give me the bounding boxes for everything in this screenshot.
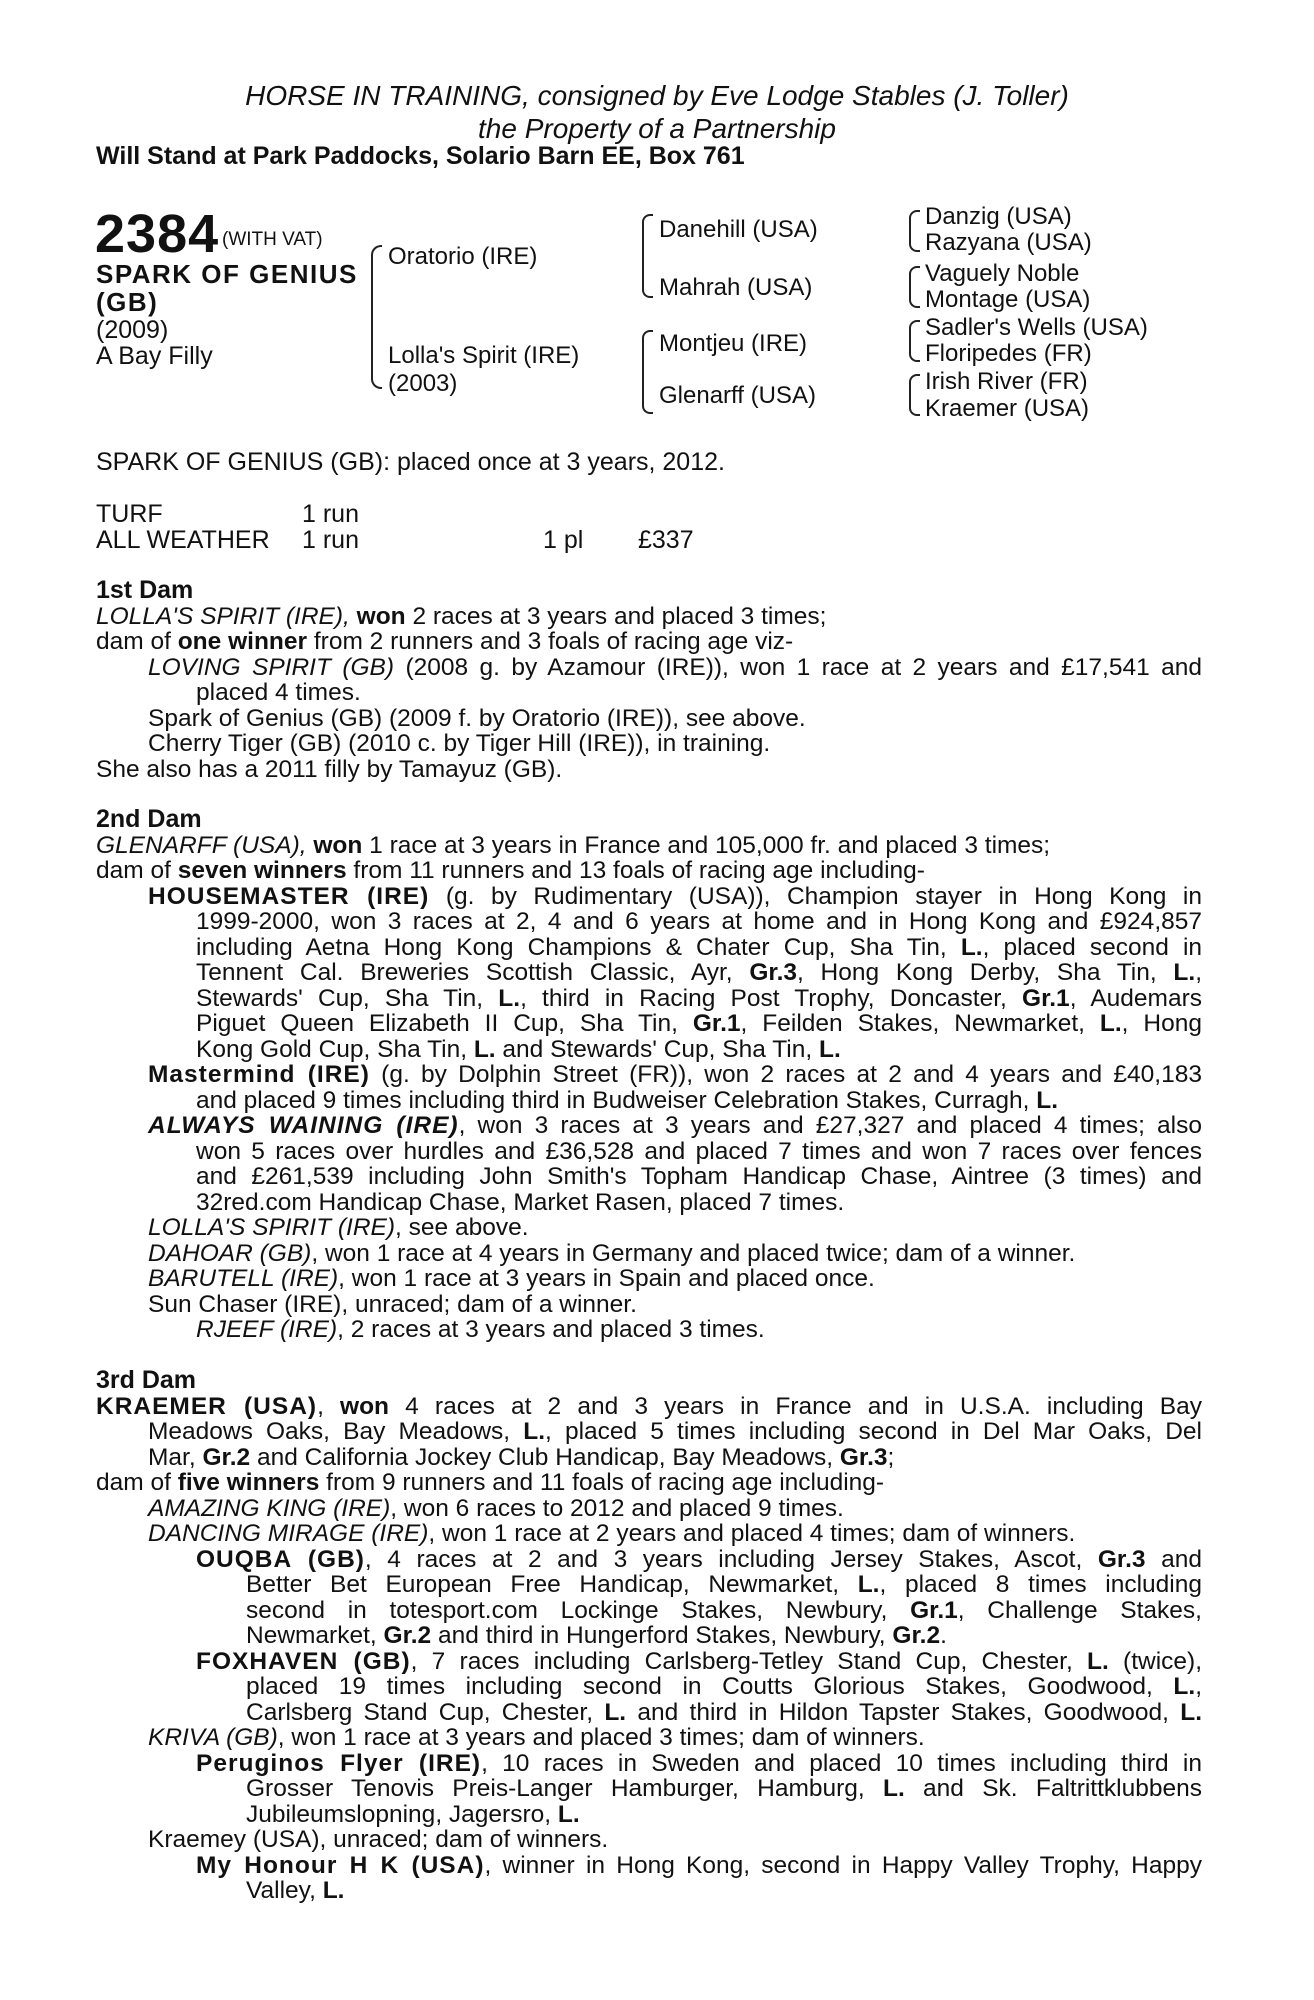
pedigree-dam-dam: Glenarff (USA) (659, 382, 816, 409)
listed-mark: L. (882, 1775, 905, 1802)
produce-rjeef (96, 1317, 1202, 1343)
text-fragment: , won 1 race at 3 years in Spain and placed once. (338, 1265, 875, 1292)
housemaster-line-7 (96, 1037, 1202, 1063)
produce-record: (2008 g. by Azamour (IRE)), won 1 race at 2 years and £17,541 and (394, 653, 1202, 681)
listed-mark: L. (1036, 1086, 1059, 1114)
text-fragment: Jubileumslopning, Jagersro, (246, 1800, 558, 1828)
produce-name: KRIVA (GB) (148, 1724, 278, 1751)
listed-mark: L. (523, 1418, 546, 1445)
text-fragment: dam of (96, 1469, 178, 1496)
text-fragment: and (1145, 1545, 1202, 1573)
produce-always-waining (96, 1113, 1202, 1139)
text-fragment: (g. by Rudimentary (USA)), Champion stayer in Hong Kong in (429, 882, 1202, 910)
text-fragment: , placed 5 times including second in Del Mar Oaks, Del (545, 1418, 1202, 1445)
produce-amazing-king (96, 1496, 1202, 1522)
third-dam-winners: five winners (177, 1469, 320, 1496)
pedigree-g3: Vaguely Noble (925, 260, 1080, 287)
text-fragment: , won 1 race at 3 years and placed 3 times; dam of winners. (277, 1724, 925, 1751)
first-dam-heading: 1st Dam (96, 576, 194, 604)
produce-name: Peruginos Flyer (IRE) (196, 1749, 482, 1777)
first-dam-name: LOLLA'S SPIRIT (IRE), (96, 602, 350, 630)
vat-label: (WITH VAT) (222, 229, 323, 250)
text-fragment: , won 1 race at 2 years and placed 4 times; dam of winners. (428, 1520, 1076, 1547)
listed-mark: L. (818, 1035, 841, 1063)
produce-kriva (96, 1725, 1202, 1751)
produce-barutell (96, 1266, 1202, 1292)
pedigree-g7: Irish River (FR) (925, 368, 1088, 395)
text-fragment: ; (887, 1443, 895, 1471)
text-fragment: from 11 runners and 13 foals of racing age including- (346, 857, 925, 884)
third-dam-line-3 (96, 1445, 1202, 1471)
produce-name: BARUTELL (IRE) (148, 1265, 339, 1292)
text-fragment: , 7 races including Carlsberg-Tetley Stand Cup, Chester, (410, 1647, 1088, 1675)
listed-mark: L. (557, 1800, 580, 1828)
peruginos-line-2 (96, 1776, 1202, 1802)
text-fragment: , won 3 races at 3 years and £27,327 and placed 4 times; also (458, 1112, 1203, 1139)
group-mark: Gr.2 (892, 1622, 941, 1649)
second-dam-winners: seven winners (177, 857, 347, 884)
produce-loving-spirit-cont: placed 4 times. (196, 679, 361, 706)
produce-dahoar (96, 1241, 1202, 1267)
produce-name: LOVING SPIRIT (GB) (148, 653, 395, 681)
listed-mark: L. (1173, 1673, 1196, 1700)
text-fragment: Meadows Oaks, Bay Meadows, (148, 1418, 524, 1445)
third-dam-heading: 3rd Dam (96, 1366, 197, 1394)
produce-lollas-spirit (96, 1215, 1202, 1241)
group-mark: Gr.2 (383, 1622, 432, 1649)
text-fragment: , see above. (395, 1214, 529, 1241)
text-fragment: , (1195, 1673, 1202, 1700)
foxhaven-line-3 (96, 1700, 1202, 1726)
produce-kraemey: Kraemey (USA), unraced; dam of winners. (148, 1826, 609, 1853)
produce-ouqba (96, 1547, 1202, 1573)
pedigree-brace-dam (642, 330, 653, 414)
text-fragment: , 4 races at 2 and 3 years including Jersey Stakes, Ascot, (364, 1545, 1098, 1573)
produce-cherry-tiger: Cherry Tiger (GB) (2010 c. by Tiger Hill (IRE)), in training. (148, 730, 771, 757)
race-summary: SPARK OF GENIUS (GB): placed once at 3 years, 2012. (96, 448, 725, 476)
text-fragment: , 2 races at 3 years and placed 3 times. (337, 1316, 765, 1343)
header-property: the Property of a Partnership (478, 113, 836, 144)
ouqba-line-4 (96, 1623, 1202, 1649)
housemaster-line-5 (96, 986, 1202, 1012)
text-fragment: second in totesport.com Lockinge Stakes, Newbury, (246, 1596, 911, 1624)
text-fragment: , won 1 race at 4 years in Germany and placed twice; dam of a winner. (311, 1239, 1076, 1267)
text-fragment: (g. by Dolphin Street (FR)), won 2 races at 2 and 4 years and £40,183 (369, 1061, 1202, 1088)
listed-mark: L. (1087, 1647, 1109, 1675)
produce-name: AMAZING KING (IRE) (148, 1494, 391, 1522)
produce-name: HOUSEMASTER (IRE) (148, 882, 430, 910)
text-fragment: , placed second in (982, 933, 1203, 961)
text-fragment: Tennent Cal. Breweries Scottish Classic, Ayr, (196, 959, 750, 986)
group-mark: Gr.1 (910, 1596, 958, 1624)
header-stand: Will Stand at Park Paddocks, Solario Barn EE, Box 761 (96, 142, 745, 170)
horse-country: (GB) (96, 287, 159, 317)
my-honour-line-2 (96, 1878, 1202, 1904)
listed-mark: L. (1180, 1698, 1203, 1726)
text-fragment: , Hong Kong Derby, Sha Tin, (797, 959, 1174, 986)
produce-name: OUQBA (GB) (196, 1545, 365, 1573)
group-mark: Gr.1 (692, 1010, 741, 1037)
housemaster-line-3 (96, 935, 1202, 961)
text-fragment: dam of (96, 628, 178, 655)
ouqba-line-2 (96, 1572, 1202, 1598)
text-fragment: Kong Gold Cup, Sha Tin, (196, 1035, 474, 1063)
second-dam-name: GLENARFF (USA), (96, 831, 307, 859)
text-fragment: won 5 races over hurdles and £36,528 and placed 7 times and won 7 races over fences (196, 1137, 1202, 1165)
pedigree-g2: Razyana (USA) (925, 229, 1092, 256)
pedigree-sire: Oratorio (IRE) (388, 243, 538, 270)
pedigree-g5: Sadler's Wells (USA) (925, 314, 1148, 341)
first-dam-winners: one winner (177, 628, 308, 655)
lot-number: 2384 (95, 204, 220, 264)
produce-name: RJEEF (IRE) (196, 1316, 338, 1343)
text-fragment: and £261,539 including John Smith's Topham Handicap Chase, Aintree (3 times) and (196, 1163, 1202, 1190)
text-fragment: Mar, (148, 1443, 203, 1471)
text-fragment: , (1195, 959, 1202, 986)
listed-mark: L. (857, 1571, 880, 1598)
housemaster-line-4 (96, 960, 1202, 986)
record-aw-label: ALL WEATHER (96, 526, 270, 554)
produce-housemaster (96, 884, 1202, 910)
produce-dancing-mirage (96, 1521, 1202, 1547)
text-fragment: , Challenge Stakes, (957, 1596, 1202, 1624)
second-dam-won: won (306, 831, 363, 859)
listed-mark: L. (604, 1698, 627, 1726)
text-fragment: dam of (96, 857, 178, 884)
group-mark: Gr.3 (749, 959, 798, 986)
pedigree-g4: Montage (USA) (925, 286, 1091, 313)
pedigree-dam-sire: Montjeu (IRE) (659, 330, 808, 357)
text-fragment: and placed 9 times including third in Budweiser Celebration Stakes, Curragh, (196, 1086, 1037, 1114)
produce-name: FOXHAVEN (GB) (196, 1647, 411, 1675)
second-dam-record: 1 race at 3 years in France and 105,000 fr. and placed 3 times; (362, 831, 1051, 859)
record-aw-runs: 1 run (302, 526, 359, 554)
produce-name: LOLLA'S SPIRIT (IRE) (148, 1214, 396, 1241)
listed-mark: L. (960, 933, 983, 961)
text-fragment: Newmarket, (246, 1622, 384, 1649)
produce-name: Mastermind (IRE) (148, 1061, 370, 1088)
housemaster-line-6 (96, 1011, 1202, 1037)
produce-name: ALWAYS WAINING (IRE) (148, 1112, 459, 1139)
record-turf-runs: 1 run (302, 500, 359, 528)
pedigree-g8: Kraemer (USA) (925, 395, 1090, 422)
text-fragment: Grosser Tenovis Preis-Langer Hamburger, Hamburg, (246, 1775, 883, 1802)
third-dam-line-2 (96, 1419, 1202, 1445)
pedigree-brace-g2 (909, 266, 920, 308)
group-mark: Gr.1 (1022, 984, 1070, 1012)
text-fragment: Valley, (246, 1877, 323, 1904)
pedigree-sire-sire: Danehill (USA) (659, 216, 818, 243)
foxhaven-line-2 (96, 1674, 1202, 1700)
text-fragment: , won 6 races to 2012 and placed 9 times. (390, 1494, 844, 1522)
text-fragment: (twice), (1108, 1647, 1203, 1675)
listed-mark: L. (498, 984, 521, 1012)
text-fragment: , winner in Hong Kong, second in Happy Valley Trophy, Happy (484, 1851, 1202, 1879)
record-aw-prize: £337 (638, 526, 694, 554)
text-fragment: , 10 races in Sweden and placed 10 times including third in (481, 1749, 1202, 1777)
pedigree-g6: Floripedes (FR) (925, 340, 1092, 367)
group-mark: Gr.3 (1097, 1545, 1146, 1573)
always-waining-line-2 (96, 1139, 1202, 1165)
horse-description: A Bay Filly (96, 342, 213, 370)
first-dam-line (96, 604, 1202, 630)
peruginos-line-3 (96, 1802, 1202, 1828)
record-aw-placed: 1 pl (543, 526, 584, 554)
housemaster-line-2 (96, 909, 1202, 935)
produce-my-honour (96, 1853, 1202, 1879)
second-dam-line (96, 833, 1202, 859)
third-dam-line-1 (96, 1394, 1202, 1420)
first-dam-produce-line (96, 629, 1202, 655)
text-fragment: Stewards' Cup, Sha Tin, (196, 984, 499, 1012)
listed-mark: L. (473, 1035, 496, 1063)
pedigree-dam-year: (2003) (388, 370, 458, 397)
produce-spark-of-genius: Spark of Genius (GB) (2009 f. by Oratorio (IRE)), see above. (148, 704, 806, 732)
text-fragment: and Stewards' Cup, Sha Tin, (495, 1035, 819, 1063)
pedigree-brace-g4 (909, 374, 920, 416)
ouqba-line-3 (96, 1598, 1202, 1624)
record-turf-label: TURF (96, 500, 163, 528)
third-dam-section (96, 1368, 1202, 1904)
produce-sun-chaser: Sun Chaser (IRE), unraced; dam of a winner. (148, 1290, 637, 1318)
pedigree-brace-sire (642, 214, 653, 298)
produce-peruginos-flyer (96, 1751, 1202, 1777)
first-dam-won: won (349, 602, 406, 630)
produce-loving-spirit (96, 655, 1202, 681)
text-fragment: . (940, 1622, 947, 1649)
first-dam-note: She also has a 2011 filly by Tamayuz (GB). (96, 755, 563, 783)
horse-year: (2009) (96, 316, 169, 344)
text-fragment: , Hong (1121, 1010, 1202, 1037)
produce-name: My Honour H K (USA) (196, 1851, 485, 1879)
mastermind-line-2 (96, 1088, 1202, 1114)
text-fragment: 32red.com Handicap Chase, Market Rasen, placed 7 times. (196, 1188, 845, 1216)
listed-mark: L. (1099, 1010, 1122, 1037)
header-consignor: HORSE IN TRAINING, consigned by Eve Lodge Stables (J. Toller) (245, 80, 1069, 111)
text-fragment: from 9 runners and 11 foals of racing age including- (319, 1469, 885, 1496)
text-fragment: 1999-2000, won 3 races at 2, 4 and 6 years at home and in Hong Kong and £924,857 (196, 908, 1202, 935)
text-fragment: and third in Hungerford Stakes, Newbury, (431, 1622, 893, 1649)
pedigree-g1: Danzig (USA) (925, 203, 1072, 230)
first-dam-record: 2 races at 3 years and placed 3 times; (405, 602, 827, 630)
pedigree-brace-main (371, 245, 382, 389)
third-dam-won: won (340, 1392, 390, 1420)
produce-name: DANCING MIRAGE (IRE) (148, 1520, 429, 1547)
group-mark: Gr.3 (839, 1443, 888, 1471)
text-fragment: and California Jockey Club Handicap, Bay Meadows, (250, 1443, 840, 1471)
text-fragment: Piguet Queen Elizabeth II Cup, Sha Tin, (196, 1010, 693, 1037)
group-mark: Gr.2 (202, 1443, 251, 1471)
second-dam-section (96, 807, 1202, 1343)
text-fragment: and Sk. Faltrittklubbens (904, 1775, 1202, 1802)
pedigree-sire-dam: Mahrah (USA) (659, 274, 813, 301)
always-waining-line-4 (96, 1190, 1202, 1216)
second-dam-produce-line (96, 858, 1202, 884)
first-dam-section (96, 578, 1202, 782)
text-fragment: placed 19 times including second in Coutts Glorious Stakes, Goodwood, (246, 1673, 1174, 1700)
text-fragment: , third in Racing Post Trophy, Doncaster, (520, 984, 1023, 1012)
text-fragment: , Feilden Stakes, Newmarket, (740, 1010, 1100, 1037)
produce-foxhaven (96, 1649, 1202, 1675)
text-fragment: , Audemars (1069, 984, 1202, 1012)
text-fragment: , placed 8 times including (879, 1571, 1202, 1598)
text-fragment: including Aetna Hong Kong Champions & Chater Cup, Sha Tin, (196, 933, 961, 961)
always-waining-line-3 (96, 1164, 1202, 1190)
text-fragment: 4 races at 2 and 3 years in France and in U.S.A. including Bay (389, 1392, 1202, 1420)
third-dam-produce-line (96, 1470, 1202, 1496)
pedigree-brace-g1 (909, 210, 920, 252)
listed-mark: L. (1173, 959, 1196, 986)
text-fragment: Carlsberg Stand Cup, Chester, (246, 1698, 605, 1726)
horse-name: SPARK OF GENIUS (96, 259, 358, 289)
pedigree-brace-g3 (909, 320, 920, 362)
listed-mark: L. (322, 1877, 345, 1904)
produce-mastermind (96, 1062, 1202, 1088)
pedigree-dam: Lolla's Spirit (IRE) (388, 342, 580, 369)
text-fragment: , (317, 1392, 341, 1420)
text-fragment: from 2 runners and 3 foals of racing age viz- (307, 628, 794, 655)
third-dam-name: KRAEMER (USA) (96, 1392, 318, 1420)
second-dam-heading: 2nd Dam (96, 805, 202, 833)
text-fragment: Better Bet European Free Handicap, Newmarket, (246, 1571, 858, 1598)
produce-name: DAHOAR (GB) (148, 1239, 312, 1267)
text-fragment: and third in Hildon Tapster Stakes, Goodwood, (626, 1698, 1181, 1726)
